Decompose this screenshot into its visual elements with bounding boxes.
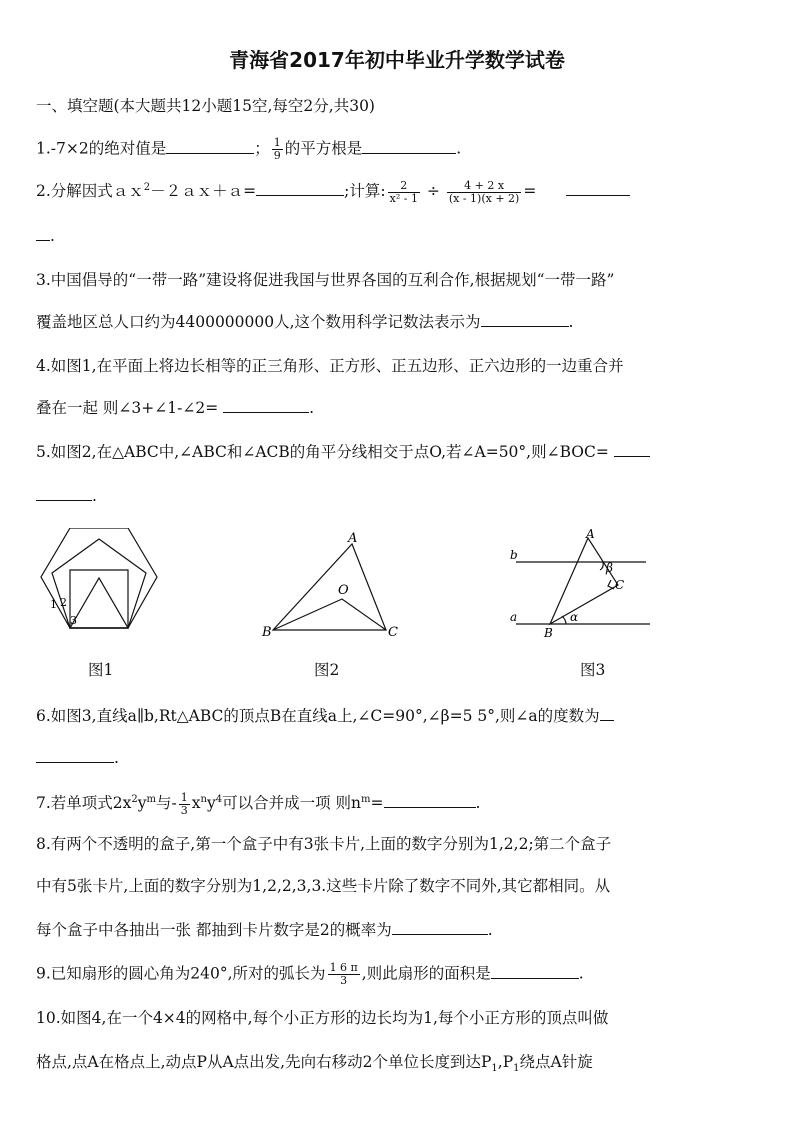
question-2-continued: . xyxy=(36,226,55,246)
question-3-line-2: 覆盖地区总人口约为4400000000人,这个数用科学记数法表示为 . xyxy=(36,313,574,331)
vertex-label: C xyxy=(615,578,625,592)
fraction: $\frac{1 6 \pi}{3}$ xyxy=(329,961,358,987)
figure-2-caption: 图2 xyxy=(314,661,340,679)
question-7: 7.若单项式$2x^2y^m$与- $\frac{1}{3}$ $x^ny^4$可以合并成一项 则$n^m=$ . xyxy=(36,790,481,817)
angle-label: 2 xyxy=(60,596,67,609)
page-title: 青海省2017年初中毕业升学数学试卷 xyxy=(229,48,565,72)
answer-blank xyxy=(36,486,92,501)
question-9: 9.已知扇形的圆心角为240°,所对的弧长为 $\frac{1 6 \pi}{3}$ ,则此扇形的面积是 . xyxy=(36,961,584,987)
vertex-label: B xyxy=(262,625,272,640)
answer-blank xyxy=(166,139,254,154)
question-10-line-1: 10.如图4,在一个4×4的网格中,每个小正方形的边长均为1,每个小正方形的顶点叫做 xyxy=(36,1009,609,1027)
vertex-label: C xyxy=(388,625,398,640)
answer-blank xyxy=(481,312,569,327)
answer-blank xyxy=(491,964,579,979)
figure-2-triangle xyxy=(258,528,408,643)
question-4-line-1: 4.如图1,在平面上将边长相等的正三角形、正方形、正五边形、正六边形的一边重合并 xyxy=(36,357,624,375)
answer-blank xyxy=(614,442,650,457)
answer-blank xyxy=(362,139,456,154)
question-5-line-1: 5.如图2,在△ABC中,∠ABC和∠ACB的角平分线相交于点O,若∠A=50°,则∠BOC= xyxy=(36,442,650,462)
line-label: b xyxy=(510,548,518,562)
vertex-label: O xyxy=(338,583,349,598)
answer-blank xyxy=(256,181,344,196)
vertex-label: A xyxy=(586,528,595,541)
figure-1-caption: 图1 xyxy=(88,661,114,679)
figure-3-caption: 图3 xyxy=(580,661,606,679)
fraction: $\frac{1}{3}$ xyxy=(180,790,188,817)
question-5-line-2: . xyxy=(36,486,97,506)
angle-label: 3 xyxy=(70,614,77,627)
question-1: 1.-7×2的绝对值是 ； $\frac{1}{9}$ 的平方根是 . xyxy=(36,136,462,162)
angle-bisectors xyxy=(273,599,386,630)
angle-label: α xyxy=(570,610,579,624)
right-triangle-abc xyxy=(550,538,618,624)
section-heading: 一、填空题(本大题共12小题15空,每空2分,共30) xyxy=(36,97,375,115)
vertex-label: B xyxy=(544,626,553,640)
question-10-line-2: 格点,点A在格点上,动点P从A点出发,先向右移动2个单位长度到达$P_1,P_1$绕点A针旋 xyxy=(36,1053,593,1075)
figure-1-polygons xyxy=(36,528,168,638)
line-label: a xyxy=(510,610,518,624)
question-3-line-1: 3.中国倡导的“一带一路”建设将促进我国与世界各国的互利合作,根据规划“一带一路” xyxy=(36,271,615,289)
question-8-line-2: 中有5张卡片,上面的数字分别为1,2,2,3,3.这些卡片除了数字不同外,其它都相同。从 xyxy=(36,877,611,895)
question-6-line-1: 6.如图3,直线a∥b,Rt△ABC的顶点B在直线a上,∠C=90°,∠β=5 5°,则∠a的度数为 xyxy=(36,706,614,726)
answer-blank xyxy=(392,920,488,935)
triangle-shape xyxy=(70,578,128,628)
question-8-line-1: 8.有两个不透明的盒子,第一个盒子中有3张卡片,上面的数字分别为1,2,2;第二个盒子 xyxy=(36,835,612,853)
answer-blank xyxy=(384,793,476,808)
pentagon-shape xyxy=(52,539,146,628)
vertex-label: A xyxy=(348,531,358,546)
angle-label: 1 xyxy=(50,598,57,611)
beta-arc xyxy=(600,562,603,570)
answer-blank xyxy=(566,181,630,196)
answer-blank xyxy=(36,748,114,763)
answer-blank xyxy=(36,226,50,241)
angle-label: β xyxy=(606,561,613,575)
question-4-line-2: 叠在一起 则∠3+∠1-∠2= . xyxy=(36,399,315,417)
question-2: 2.分解因式ａｘ$^2$－２ａｘ＋ａ= ;计算: $\frac{2}{\text{x² - 1}}$ ÷ $\frac{4 + 2 x}{(x - 1)(x + 2)}$ = xyxy=(36,178,630,205)
question-6-line-2: . xyxy=(36,748,119,768)
fraction: $\frac{4 + 2 x}{(x - 1)(x + 2)}$ xyxy=(448,178,520,205)
fraction: $\frac{2}{\text{x² - 1}}$ xyxy=(389,178,418,205)
triangle-abc xyxy=(273,544,386,630)
figure-3-parallel-lines xyxy=(508,528,658,643)
alpha-arc xyxy=(562,616,566,624)
answer-blank xyxy=(223,398,309,413)
answer-blank xyxy=(600,706,614,721)
question-8-line-3: 每个盒子中各抽出一张 都抽到卡片数字是2的概率为 . xyxy=(36,921,493,939)
fraction: $\frac{1}{9}$ xyxy=(273,136,281,162)
